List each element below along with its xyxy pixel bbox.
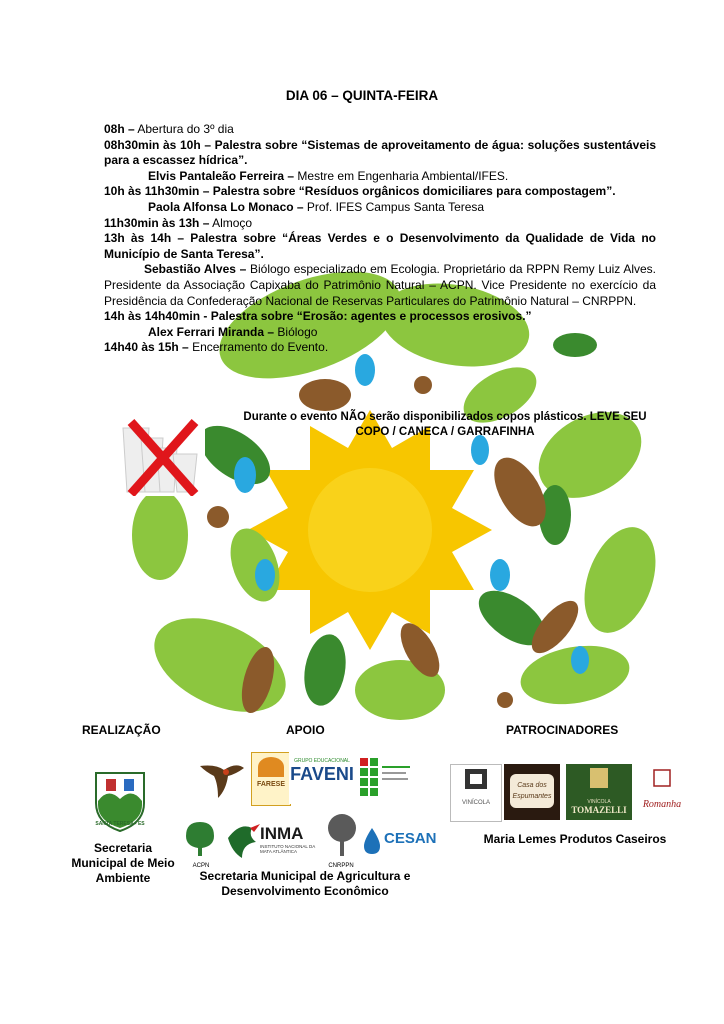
program-item: 14h às 14h40min - Palestra sobre “Erosão: agentes e processos erosivos.” (104, 309, 532, 324)
program-item: 11h30min às 13h – Almoço (104, 215, 253, 230)
program-item: 08h30min às 10h – Palestra sobre “Sistemas de aproveitamento de água: soluções sustentáveis para a escassez hídrica”. (104, 137, 656, 168)
vinicola-logo: VINÍCOLA (450, 764, 502, 822)
program-item: 10h às 11h30min – Palestra sobre “Resíduos orgânicos domiciliares para compostagem”. (104, 184, 616, 199)
faveni-logo: GRUPO EDUCACIONAL FAVENI (289, 752, 355, 804)
patrocinadores-caption: Maria Lemes Produtos Caseiros (483, 832, 667, 846)
day-title: DIA 06 – QUINTA-FEIRA (285, 88, 439, 103)
apoio-caption: Secretaria Municipal de Agricultura e Desenvolvimento Econômico (199, 869, 411, 898)
ifes-logo (356, 752, 414, 804)
patrocinadores-header: PATROCINADORES (506, 723, 619, 737)
program-item: 08h – Abertura do 3º dia (104, 122, 234, 136)
program-item: 14h40 às 15h – Encerramento do Evento. (104, 340, 329, 355)
sun (248, 410, 492, 650)
speaker-line: Paola Alfonsa Lo Monaco – Prof. IFES Campus Santa Teresa (148, 199, 485, 214)
inma-logo: INMA INSTITUTO NACIONAL DA MATA ATLÂNTICA (222, 818, 322, 870)
cesan-logo: CESAN (362, 822, 430, 862)
acpn-logo: ACPN (180, 818, 222, 870)
hummingbird-logo (196, 754, 248, 804)
santa-teresa-logo: SANTA TERESA - ES (88, 765, 152, 833)
casa-dos-espumantes-logo: Casa dos Espumantes (504, 764, 560, 820)
speaker-line: Alex Ferrari Miranda – Biólogo (148, 324, 318, 339)
program-item: 13h às 14h – Palestra sobre “Áreas Verdes e o Desenvolvimento da Qualidade de Vida no Município de Santa Teresa”. (104, 231, 656, 261)
farese-logo: FARESE (251, 752, 291, 806)
notice-text: Durante o evento NÃO serão disponibilizados copos plásticos. LEVE SEU COPO / CANECA / GARRAFINHA (243, 411, 647, 438)
realizacao-header: REALIZAÇÃO (82, 723, 161, 737)
apoio-header: APOIO (286, 723, 325, 737)
tomazelli-logo: VINÍCOLA TOMAZELLI (566, 764, 632, 820)
cnrppn-logo: CNRPPN (322, 812, 360, 870)
realizacao-caption: Secretaria Municipal de Meio Ambiente (71, 841, 175, 885)
speaker-line: Elvis Pantaleão Ferreira – Mestre em Engenharia Ambiental/IFES. (148, 168, 509, 183)
romanha-logo: Romanha (634, 764, 690, 820)
speaker-line: Sebastião Alves – Biólogo especializado em Ecologia. Proprietário da RPPN Remy Luiz Alves. Presidente da Associação Capixaba do Patrimônio Natural – ACPN. Vice Presidente no exercício da Presidência da Confederação Nacional de Reservas Particulares do Patrimônio Natural – CNRPPN. (104, 262, 657, 308)
program-list (104, 122, 656, 356)
no-plastic-cups-icon (119, 414, 205, 496)
